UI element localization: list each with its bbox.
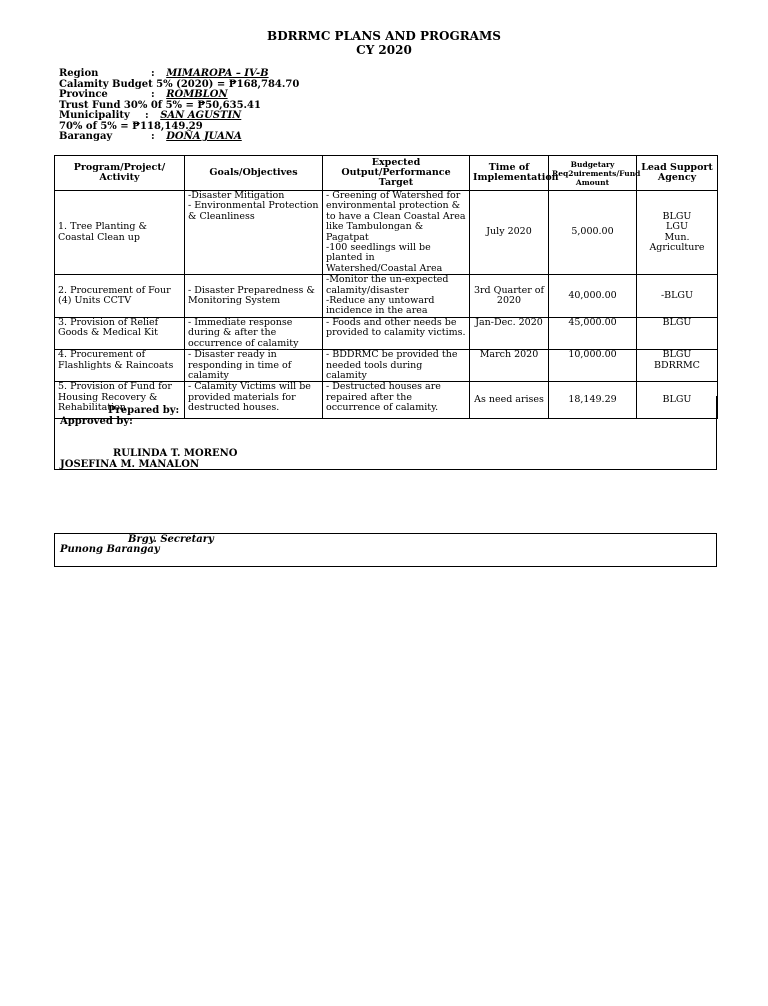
cell-goals: - Calamity Victims will be provided materials for destructed houses. (185, 382, 323, 419)
cell-budget: 40,000.00 (549, 275, 637, 318)
cell-agency: BLGU LGU Mun. Agriculture (637, 191, 718, 275)
cell-output: - Foods and other needs be provided to calamity victims. (323, 317, 470, 349)
municipality-value: SAN AGUSTIN (160, 110, 242, 121)
trust-fund: Trust Fund 30% 0f 5% = ₱50,635.41 (59, 99, 261, 111)
barangay-value: DOÑA JUANA (166, 131, 242, 142)
municipality-line (59, 111, 241, 122)
cell-agency: BLGU (637, 317, 718, 349)
cell-goals: -Disaster Mitigation - Environmental Protection & Cleanliness (185, 191, 323, 275)
seventy-percent: 70% of 5% = ₱118,149.29 (59, 120, 203, 132)
cell-goals: - Disaster Preparedness & Monitoring System (185, 275, 323, 318)
table-row (55, 317, 718, 349)
header-budget: Budgetary Req2uirements/Fund Amount (549, 156, 637, 191)
cell-output: - BDDRMC be provided the needed tools during calamity (323, 350, 470, 382)
header-output: Expected Output/Performance Target (323, 156, 470, 191)
barangay-colon: : (151, 131, 155, 142)
cell-budget: 5,000.00 (549, 191, 637, 275)
header-agency: Lead Support Agency (637, 156, 718, 191)
page-subtitle: CY 2020 (356, 43, 412, 57)
preparer-title: Brgy. Secretary (128, 534, 214, 545)
municipality-label: Municipality (59, 110, 130, 121)
preparer-name: RULINDA T. MORENO (113, 448, 238, 459)
cell-time: 3rd Quarter of 2020 (470, 275, 549, 318)
barangay-label: Barangay (59, 131, 113, 142)
table-header-row (55, 156, 718, 191)
province-colon: : (151, 89, 155, 100)
calamity-budget: Calamity Budget 5% (2020) = ₱168,784.70 (59, 78, 300, 90)
cell-time: Jan-Dec. 2020 (470, 317, 549, 349)
table-row (55, 191, 718, 275)
cell-budget: 18,149.29 (549, 382, 637, 419)
approved-by-label: Approved by: (60, 416, 133, 427)
province-value: ROMBLON (166, 89, 228, 100)
cell-output: - Destructed houses are repaired after the occurrence of calamity. (323, 382, 470, 419)
header-time: Time of Implementation (470, 156, 549, 191)
cell-program: 1. Tree Planting & Coastal Clean up (55, 191, 185, 275)
region-colon: : (151, 68, 155, 79)
barangay-line (59, 132, 242, 143)
cell-program: 5. Provision of Fund for Housing Recovery & Rehabilitation (55, 382, 185, 419)
page-title: BDRRMC PLANS AND PROGRAMS (267, 29, 501, 43)
cell-program: 3. Provision of Relief Goods & Medical Kit (55, 317, 185, 349)
municipality-colon: : (145, 110, 149, 121)
signature-block (54, 396, 717, 470)
cell-agency: BLGU (637, 382, 718, 419)
cell-program: 4. Procurement of Flashlights & Raincoats (55, 350, 185, 382)
plans-table (54, 155, 718, 419)
cell-agency: BLGU BDRRMC (637, 350, 718, 382)
cell-goals: - Immediate response during & after the occurrence of calamity (185, 317, 323, 349)
approver-name: JOSEFINA M. MANALON (60, 459, 200, 470)
region-line (59, 69, 269, 80)
cell-time: March 2020 (470, 350, 549, 382)
cell-output: - Greening of Watershed for environmental protection & to have a Clean Coastal Area like Tambulongan & Pagatpat -100 seedlings will be planted in Watershed/Coastal Area (323, 191, 470, 275)
province-label: Province (59, 89, 108, 100)
region-value: MIMAROPA – IV-B (166, 68, 269, 79)
approver-title: Punong Barangay (60, 544, 160, 555)
cell-output: -Monitor the un-expected calamity/disaster -Reduce any untoward incidence in the area (323, 275, 470, 318)
table-row (55, 350, 718, 382)
cell-time: As need arises (470, 382, 549, 419)
cell-time: July 2020 (470, 191, 549, 275)
cell-program: 2. Procurement of Four (4) Units CCTV (55, 275, 185, 318)
header-program: Program/Project/ Activity (55, 156, 185, 191)
header-goals: Goals/Objectives (185, 156, 323, 191)
cell-goals: - Disaster ready in responding in time of calamity (185, 350, 323, 382)
cell-agency: -BLGU (637, 275, 718, 318)
region-label: Region (59, 68, 99, 79)
prepared-by-label: Prepared by: (108, 405, 180, 416)
table-row (55, 275, 718, 318)
signature-titles-box (54, 533, 717, 567)
province-line (59, 90, 228, 101)
cell-budget: 45,000.00 (549, 317, 637, 349)
cell-budget: 10,000.00 (549, 350, 637, 382)
